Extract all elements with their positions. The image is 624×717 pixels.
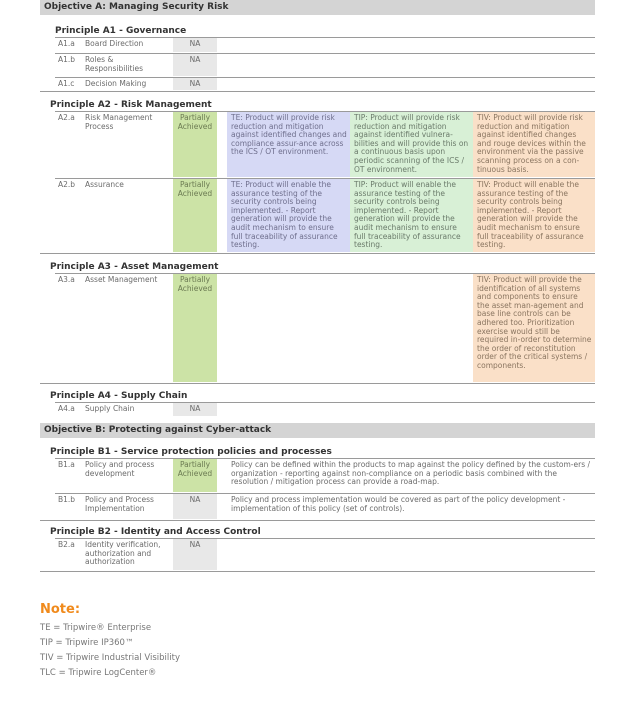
tiv-cell: TIV: Product will provide the identification of all systems and components to ensure the asset man-agement and base line controls can be adhered too. Prioritization exercise would still be required in-order to determine the order of reconstitution order of the critical systems / components. <box>473 274 595 382</box>
row-code: A4.a <box>58 404 75 413</box>
description-cell: Policy can be defined within the products to map against the policy defined by the custom-ers / organization - reporting against non-compliance on a periodic basis combined with the resolution / mitigation process can provide a road-map. <box>231 460 591 487</box>
table-row <box>55 403 595 416</box>
tip-cell: TIP: Product will enable the assurance testing of the security controls being implemented. - Report generation will provide the audit mechanism to ensure full traceability of assurance testing. <box>350 179 473 252</box>
table-row <box>55 494 595 519</box>
description-cell: Policy and process implementation would be covered as part of the policy development - implementation of this policy (set of controls). <box>231 495 566 513</box>
te-cell: TE: Product will enable the assurance testing of the security controls being implemented. - Report generation will provide the audit mechanism to ensure full traceability of assurance testing. <box>227 179 350 252</box>
divider <box>40 253 595 254</box>
row-label: Policy and process development <box>85 460 155 478</box>
table-row <box>55 54 595 76</box>
table-row <box>55 38 595 52</box>
te-cell: TE: Product will provide risk reduction and mitigation against identified changes and compliance assur-ance across the ICS / OT environment. <box>227 112 350 177</box>
row-label: Policy and Process Implementation <box>85 495 154 513</box>
row-label: Decision Making <box>85 79 147 88</box>
table-row <box>55 112 595 177</box>
row-label: Board Direction <box>85 39 144 48</box>
divider <box>40 520 595 521</box>
row-code: A1.b <box>58 55 76 64</box>
legend-item: TIP = Tripwire IP360™ <box>40 638 134 648</box>
status-badge: Partially Achieved <box>173 179 217 252</box>
divider <box>40 571 595 572</box>
row-label: Risk Management Process <box>85 113 153 131</box>
tiv-cell: TIV: Product will provide risk reduction and mitigation against identified changes and rouge devices within the environment via the passive scanning process on a con-tinuous basis. <box>473 112 595 177</box>
divider <box>40 383 595 384</box>
table-row <box>55 179 595 252</box>
status-badge: Partially Achieved <box>173 112 217 177</box>
row-code: A1.c <box>58 79 75 88</box>
note-title: Note: <box>40 602 81 617</box>
table-row <box>55 274 595 382</box>
row-code: A3.a <box>58 275 75 284</box>
tip-cell: TIP: Product will provide risk reduction and mitigation against identified vulnera-bilities and will provide this on a continuous basis upon periodic scanning of the ICS / OT environment. <box>350 112 473 177</box>
table-row <box>55 459 595 492</box>
legend-item: TIV = Tripwire Industrial Visibility <box>40 653 180 663</box>
principle-a4-title: Principle A4 - Supply Chain <box>50 391 188 401</box>
legend-item: TLC = Tripwire LogCenter® <box>40 668 157 678</box>
objective-a-header: Objective A: Managing Security Risk <box>40 0 595 15</box>
status-badge: NA <box>173 494 217 519</box>
row-code: B2.a <box>58 540 75 549</box>
status-badge: Partially Achieved <box>173 459 217 492</box>
principle-b2-title: Principle B2 - Identity and Access Control <box>50 527 261 537</box>
status-badge: NA <box>173 403 217 416</box>
legend-item: TE = Tripwire® Enterprise <box>40 623 152 633</box>
principle-b1-title: Principle B1 - Service protection policies and processes <box>50 447 332 457</box>
status-badge: Partially Achieved <box>173 274 217 382</box>
status-badge: NA <box>173 539 217 570</box>
row-code: B1.a <box>58 460 75 469</box>
tiv-cell: TIV: Product will enable the assurance testing of the security controls being implemented. - Report generation will provide the audit mechanism to ensure full traceability of assurance testing. <box>473 179 595 252</box>
status-badge: NA <box>173 54 217 76</box>
table-row <box>55 78 595 90</box>
row-label: Asset Management <box>85 275 158 284</box>
principle-a3-title: Principle A3 - Asset Management <box>50 262 219 272</box>
principle-a2-title: Principle A2 - Risk Management <box>50 100 212 110</box>
row-label: Identity verification, authorization and authorization <box>85 540 161 567</box>
row-label: Roles & Responsibilities <box>85 55 144 73</box>
row-code: A2.b <box>58 180 76 189</box>
table-row <box>55 539 595 570</box>
row-code: B1.b <box>58 495 76 504</box>
status-badge: NA <box>173 78 217 90</box>
row-label: Supply Chain <box>85 404 135 413</box>
objective-b-header: Objective B: Protecting against Cyber-attack <box>40 423 595 438</box>
divider <box>40 91 595 92</box>
row-code: A1.a <box>58 39 75 48</box>
row-code: A2.a <box>58 113 75 122</box>
row-label: Assurance <box>85 180 124 189</box>
principle-a1-title: Principle A1 - Governance <box>55 26 187 36</box>
status-badge: NA <box>173 38 217 52</box>
